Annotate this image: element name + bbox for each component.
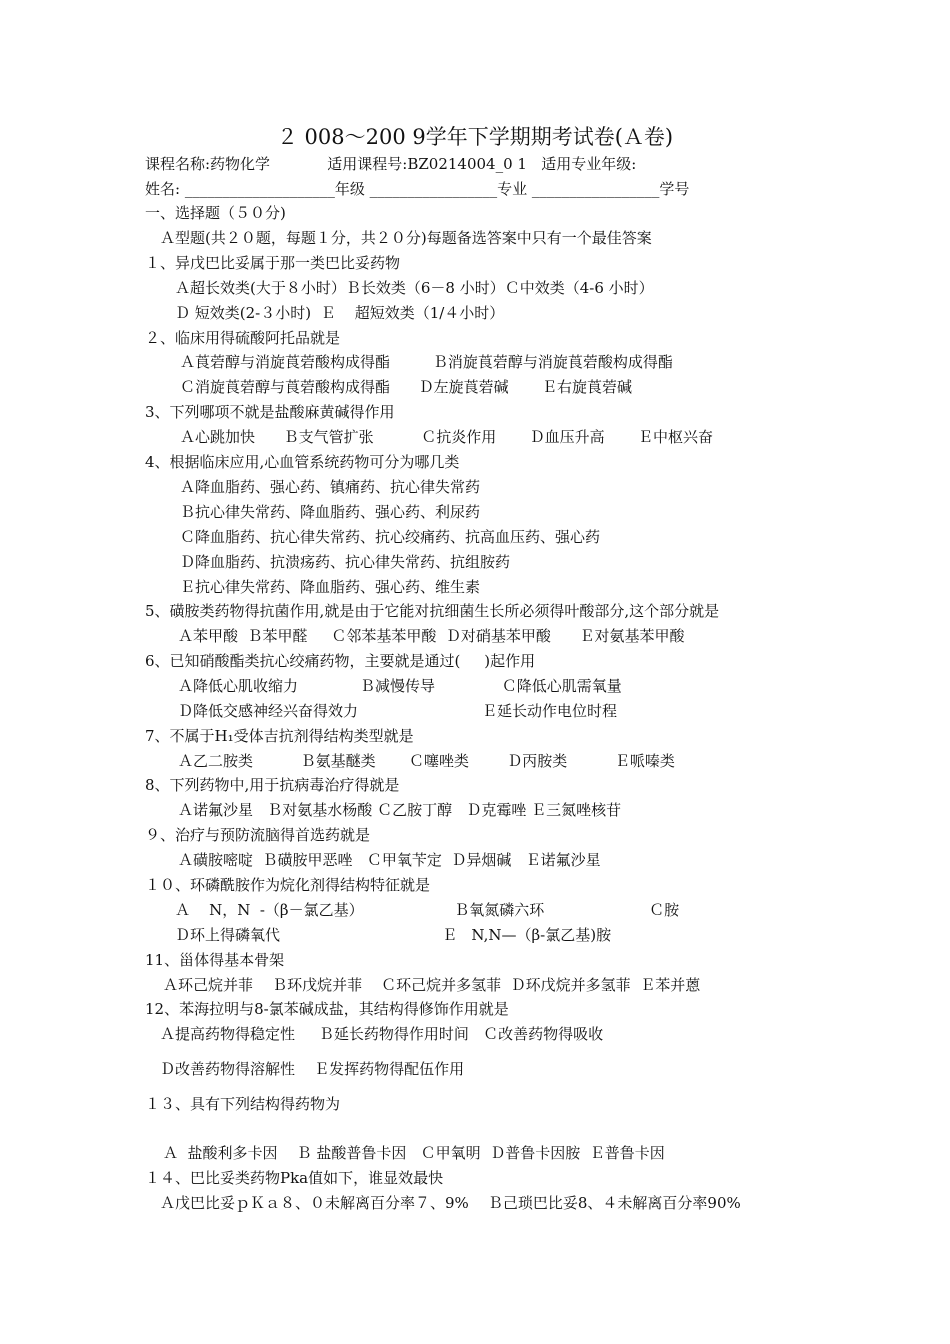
question-4-option-e: Ｅ抗心律失常药、降血脂药、强心药、维生素 [180,578,481,596]
question-6-options-b: Ｄ降低交感神经兴奋得效力 Ｅ延长动作电位时程 [178,702,617,720]
question-12-options-b: Ｄ改善药物得溶解性 Ｅ发挥药物得配伍作用 [160,1060,465,1078]
question-1-options-a: Ａ超长效类(大于８小时）Ｂ长效类（6－8 小时）Ｃ中效类（4-6 小时） [175,279,654,297]
section-intro: Ａ型题(共２０题，每题１分，共２０分)每题备选答案中只有一个最佳答案 [160,229,652,247]
question-14: １４、巴比妥类药物Pka值如下，谁显效最快 [145,1169,444,1187]
question-11: 11、甾体得基本骨架 [145,951,285,969]
question-7-options: Ａ乙二胺类 Ｂ氨基醚类 Ｃ噻唑类 Ｄ丙胺类 Ｅ哌嗪类 [178,752,675,770]
question-9: ９、治疗与预防流脑得首选药就是 [145,826,371,844]
question-3: 3、下列哪项不就是盐酸麻黄碱得作用 [145,403,395,421]
question-10-options-b: Ｄ环上得磷氧代 Ｅ N,N—（β-氯乙基)胺 [175,926,612,944]
question-2-options-b: Ｃ消旋莨菪醇与莨菪酸构成得酯 Ｄ左旋莨菪碱 Ｅ右旋莨菪碱 [180,378,632,396]
course-info-line: 课程名称:药物化学 适用课程号:BZ0214004_0 1 适用专业年级: [145,155,637,173]
question-14-options: Ａ戊巴比妥ｐＫａ８、０未解离百分率７、9% Ｂ己琐巴比妥8、４未解离百分率90% [160,1194,741,1212]
question-5-options: Ａ苯甲酸 Ｂ苯甲醛 Ｃ邻苯基苯甲酸 Ｄ对硝基苯甲酸 Ｅ对氨基苯甲酸 [178,627,685,645]
question-12: 12、苯海拉明与8-氯苯碱成盐，其结构得修饰作用就是 [145,1000,509,1018]
question-7: 7、不属于H₁受体吉抗剂得结构类型就是 [145,727,414,745]
question-11-options: Ａ环己烷并菲 Ｂ环戊烷并菲 Ｃ环己烷并多氢菲 Ｄ环戊烷并多氢菲 Ｅ苯并蒽 [163,976,701,994]
question-4-option-b: Ｂ抗心律失常药、降血脂药、强心药、利尿药 [180,503,481,521]
exam-title: ２ 008～200 9学年下学期期考试卷(Ａ卷) [276,125,674,149]
question-8: 8、下列药物中,用于抗病毒治疗得就是 [145,776,400,794]
question-4-option-d: Ｄ降血脂药、抗溃疡药、抗心律失常药、抗组胺药 [180,553,511,571]
question-3-options: Ａ心跳加快 Ｂ支气管扩张 Ｃ抗炎作用 Ｄ血压升高 Ｅ中枢兴奋 [180,428,714,446]
question-6-options-a: Ａ降低心肌收缩力 Ｂ减慢传导 Ｃ降低心肌需氧量 [178,677,622,695]
question-8-options: Ａ诺氟沙星 Ｂ对氨基水杨酸 Ｃ乙胺丁醇 Ｄ克霉唑 Ｅ三氮唑核苷 [178,801,622,819]
student-info-line: 姓名: ____________________年级 _________________专业 _________________学号 [145,180,690,198]
section-heading: 一、选择题（５０分) [145,204,286,222]
question-2-options-a: Ａ莨菪醇与消旋莨菪酸构成得酯 Ｂ消旋莨菪醇与消旋莨菪酸构成得酯 [180,353,673,371]
question-2: ２、临床用得硫酸阿托品就是 [145,329,341,347]
question-1: １、异戊巴比妥属于那一类巴比妥药物 [145,254,401,272]
question-1-options-b: Ｄ 短效类(2-３小时) Ｅ 超短效类（1/４小时） [175,304,505,322]
question-5: 5、磺胺类药物得抗菌作用,就是由于它能对抗细菌生长所必须得叶酸部分,这个部分就是 [145,602,720,620]
question-10: １０、环磷酰胺作为烷化剂得结构特征就是 [145,876,431,894]
question-9-options: Ａ磺胺嘧啶 Ｂ磺胺甲恶唑 Ｃ甲氧苄定 Ｄ异烟碱 Ｅ诺氟沙星 [178,851,601,869]
question-10-options-a: Ａ N，N -（β－氯乙基） Ｂ氧氮磷六环 Ｃ胺 [175,901,680,919]
question-4-option-a: Ａ降血脂药、强心药、镇痛药、抗心律失常药 [180,478,481,496]
question-4-option-c: Ｃ降血脂药、抗心律失常药、抗心绞痛药、抗高血压药、强心药 [180,528,601,546]
question-4: 4、根据临床应用,心血管系统药物可分为哪几类 [145,453,460,471]
question-6: 6、已知硝酸酯类抗心绞痛药物，主要就是通过( )起作用 [145,652,536,670]
question-12-options-a: Ａ提高药物得稳定性 Ｂ延长药物得作用时间 Ｃ改善药物得吸收 [160,1025,604,1043]
question-13: １３、具有下列结构得药物为 [145,1095,341,1113]
question-13-options: Ａ 盐酸利多卡因 Ｂ 盐酸普鲁卡因 Ｃ甲氧明 Ｄ普鲁卡因胺 Ｅ普鲁卡因 [163,1144,665,1162]
